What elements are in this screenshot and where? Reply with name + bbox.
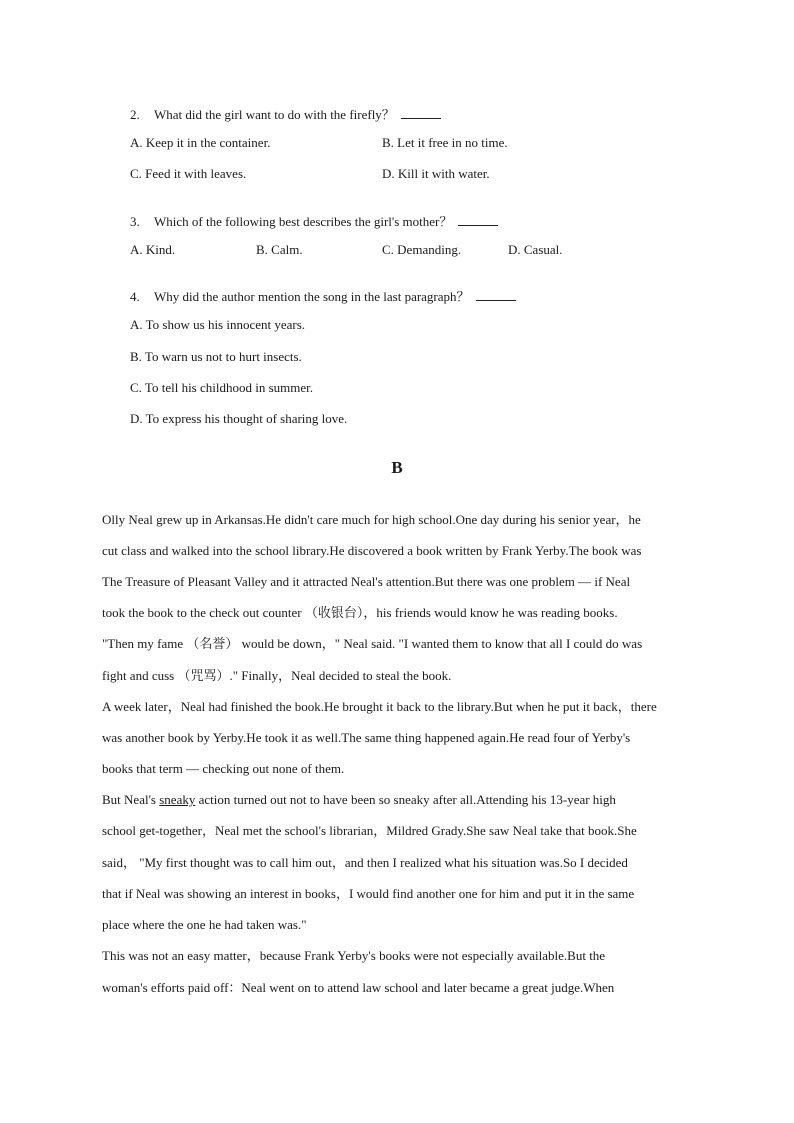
question-number: 3. xyxy=(130,214,140,229)
underlined-word: sneaky xyxy=(159,792,196,807)
answer-blank[interactable] xyxy=(458,214,498,226)
question-text: What did the girl want to do with the firefly？ xyxy=(154,107,395,122)
passage-line-16: woman's efforts paid off：Neal went on to attend law school and later became a great judge.When xyxy=(102,980,615,995)
option-3d: D. Casual. xyxy=(508,242,563,257)
answer-blank[interactable] xyxy=(401,107,441,119)
option-2d: D. Kill it with water. xyxy=(382,166,490,181)
question-2 xyxy=(130,104,441,123)
passage-line-10 xyxy=(102,790,702,810)
passage-text: But Neal's xyxy=(102,792,160,807)
passage-line-8: was another book by Yerby.He took it as well.The same thing happened again.He read four of Yerby's xyxy=(102,730,631,745)
passage-line-1: Olly Neal grew up in Arkansas.He didn't care much for high school.One day during his senior year，he xyxy=(102,512,641,527)
passage-line-12: said， "My first thought was to call him out，and then I realized what his situation was.So I decided xyxy=(102,855,628,870)
passage-line-14: place where the one he had taken was." xyxy=(102,917,307,932)
passage-line-2: cut class and walked into the school library.He discovered a book written by Frank Yerby.The book was xyxy=(102,543,642,558)
passage-text: action turned out not to have been so sneaky after all.Attending his 13-year high xyxy=(195,792,616,807)
passage-line-5: "Then my fame （名誉） would be down，" Neal said. "I wanted them to know that all I could do was xyxy=(102,636,643,651)
option-3c: C. Demanding. xyxy=(382,242,462,257)
option-4a: A. To show us his innocent years. xyxy=(130,317,306,332)
passage-line-3: The Treasure of Pleasant Valley and it attracted Neal's attention.But there was one problem — if Neal xyxy=(102,574,631,589)
section-title: B xyxy=(391,458,403,477)
question-3 xyxy=(130,211,498,230)
passage-line-15: This was not an easy matter，because Frank Yerby's books were not especially available.But the xyxy=(102,948,606,963)
option-3b: B. Calm. xyxy=(256,242,303,257)
passage-line-9: books that term — checking out none of them. xyxy=(102,761,345,776)
option-4c: C. To tell his childhood in summer. xyxy=(130,380,314,395)
passage-line-13: that if Neal was showing an interest in books，I would find another one for him and put it in the same xyxy=(102,886,635,901)
question-number: 4. xyxy=(130,289,140,304)
option-2c: C. Feed it with leaves. xyxy=(130,166,247,181)
passage-line-7: A week later，Neal had finished the book.He brought it back to the library.But when he put it back，there xyxy=(102,699,657,714)
option-2a: A. Keep it in the container. xyxy=(130,135,271,150)
option-2b: B. Let it free in no time. xyxy=(382,135,508,150)
option-4d: D. To express his thought of sharing love. xyxy=(130,411,348,426)
passage-line-4: took the book to the check out counter （收银台），his friends would know he was reading books. xyxy=(102,605,618,620)
answer-blank[interactable] xyxy=(476,289,516,301)
question-text: Why did the author mention the song in the last paragraph？ xyxy=(154,289,470,304)
option-3a: A. Kind. xyxy=(130,242,176,257)
option-4b: B. To warn us not to hurt insects. xyxy=(130,349,302,364)
question-4 xyxy=(130,286,516,305)
question-number: 2. xyxy=(130,107,140,122)
passage-line-11: school get-together，Neal met the school's librarian，Mildred Grady.She saw Neal take that book.She xyxy=(102,823,637,838)
passage-line-6: fight and cuss （咒骂）." Finally，Neal decided to steal the book. xyxy=(102,668,452,683)
question-text: Which of the following best describes the girl's mother？ xyxy=(154,214,453,229)
